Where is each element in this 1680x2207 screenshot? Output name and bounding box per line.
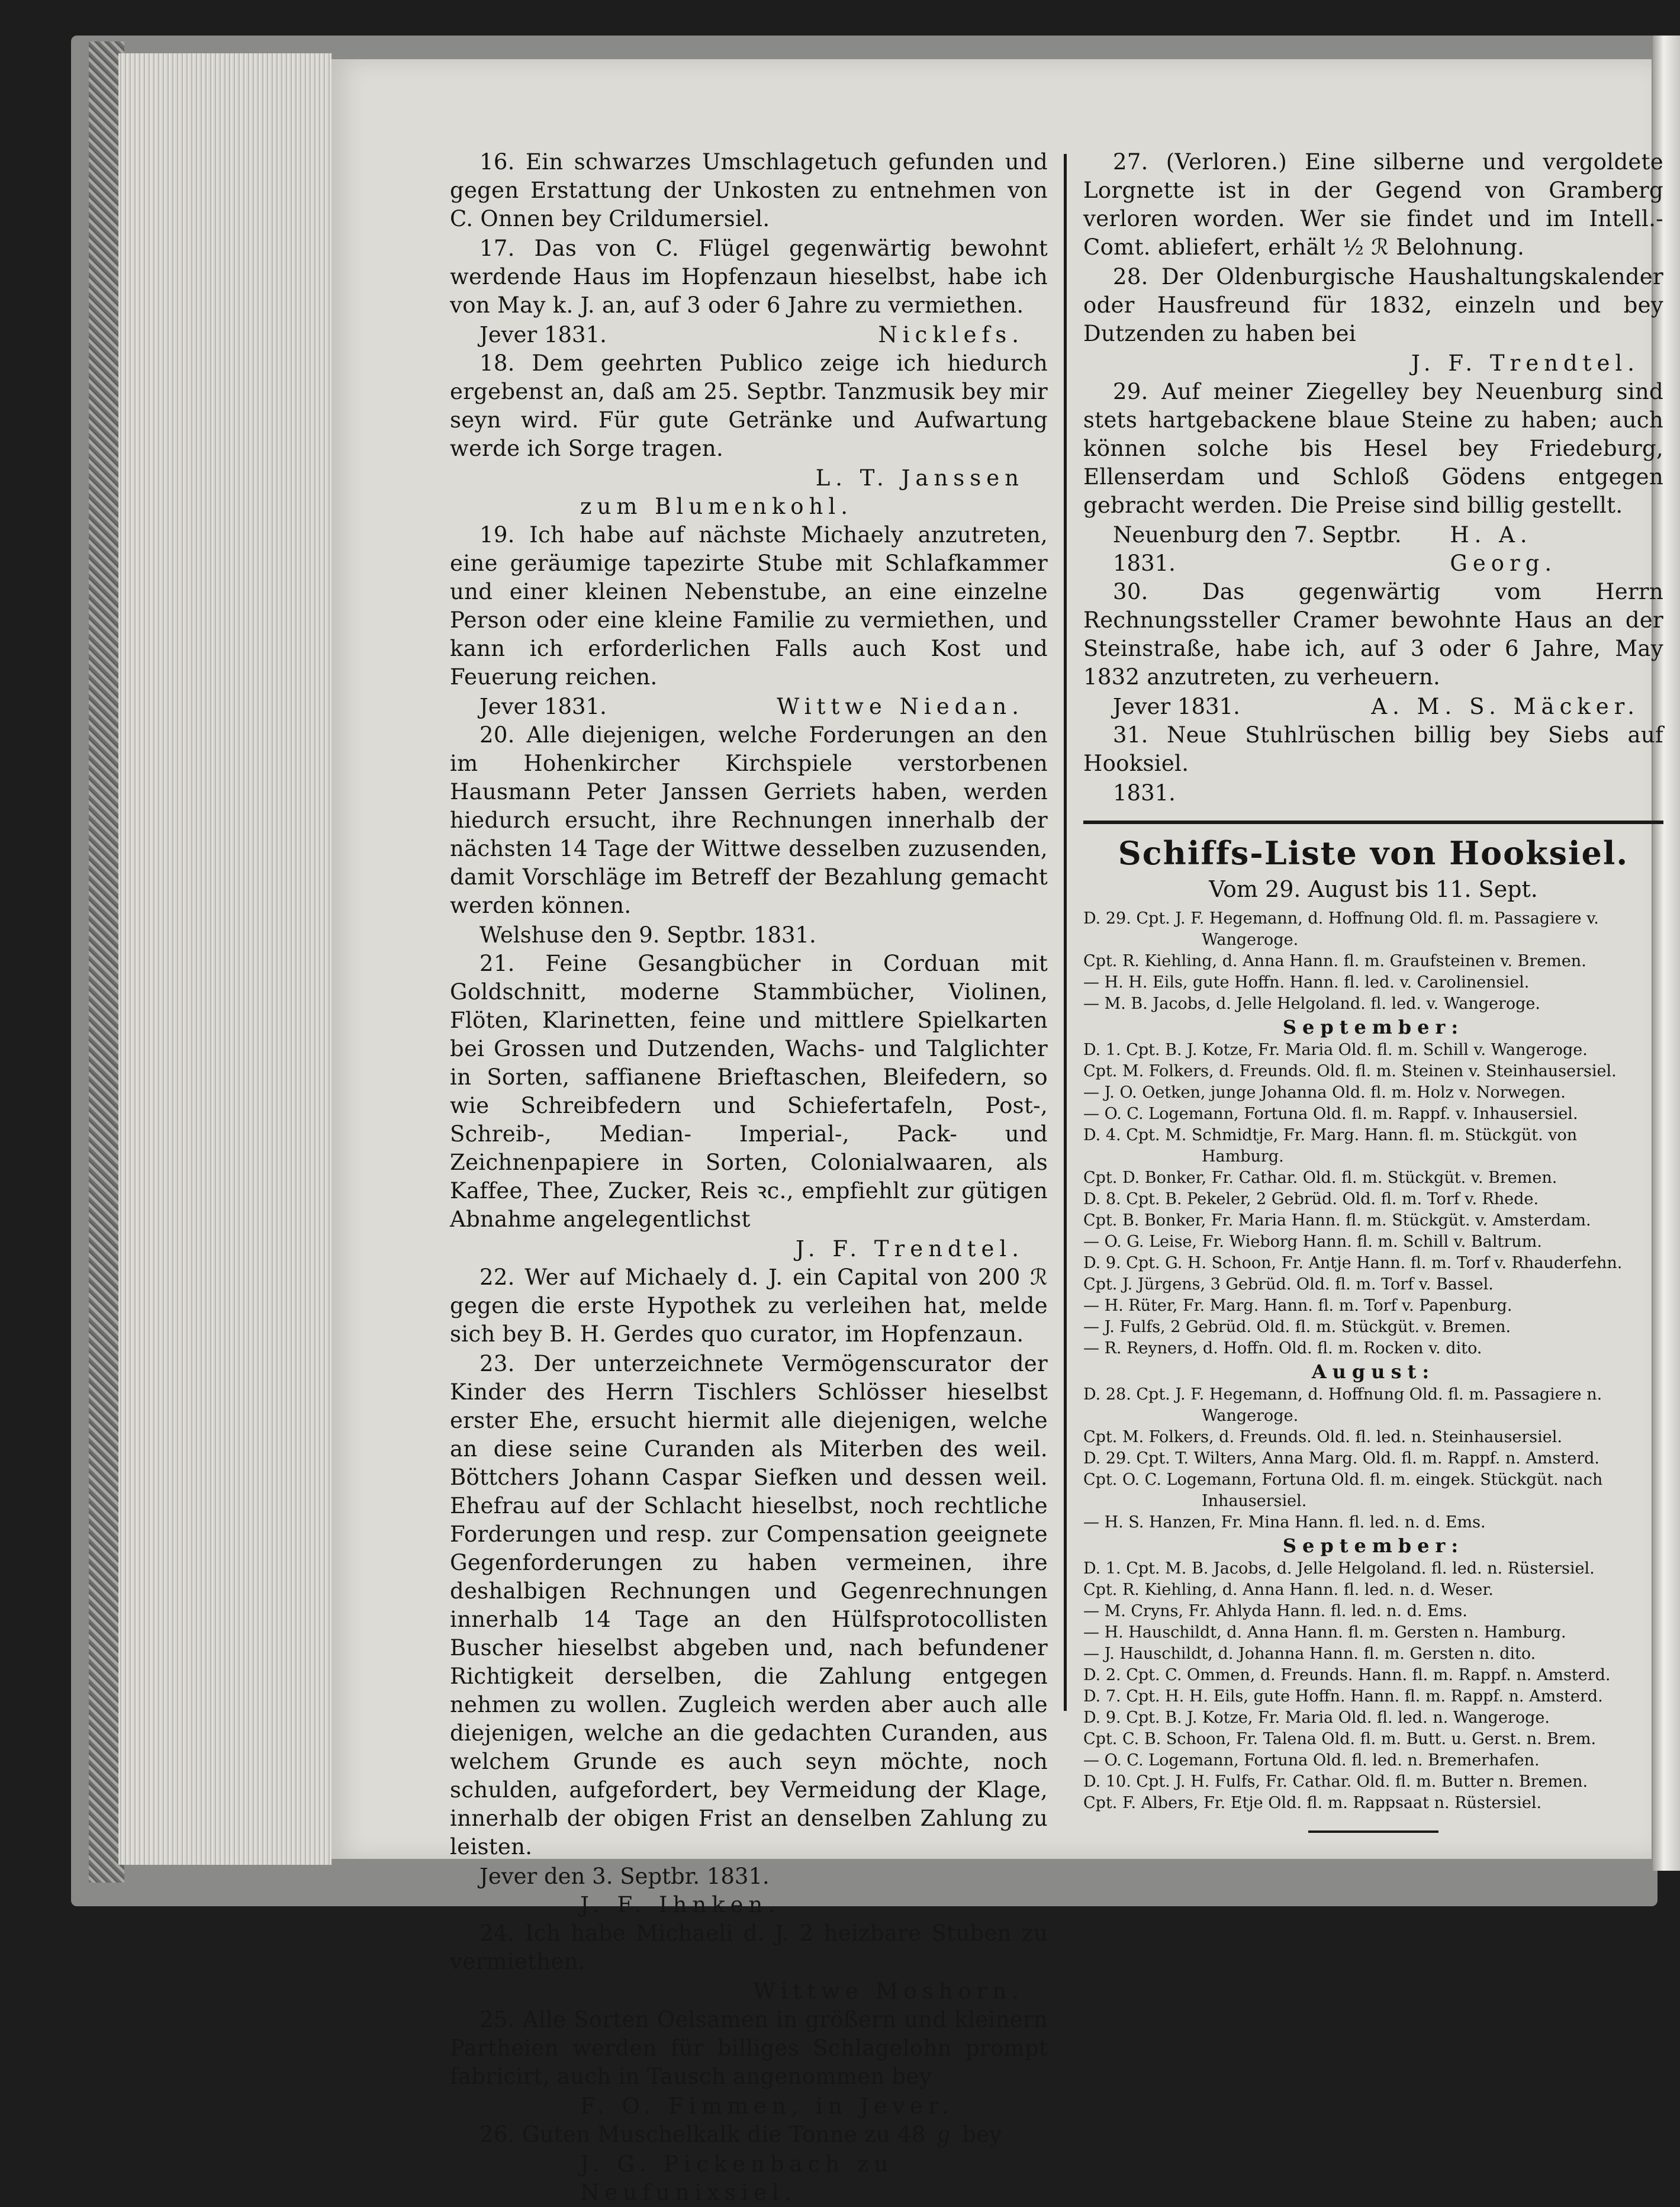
- ad-signature: [1640, 779, 1663, 807]
- ship-entry: — M. Cryns, Fr. Ahlyda Hann. fl. led. n. d. Ems.: [1083, 1602, 1467, 1620]
- ad-signature: A. M. S. Mäcker.: [1371, 694, 1640, 719]
- ship-entry: Inhausersiel.: [1202, 1492, 1307, 1510]
- ship-entry: D. 7. Cpt. H. H. Eils, gute Hoffn. Hann. fl. m. Rappf. n. Amsterd.: [1083, 1687, 1603, 1706]
- ad-signature-row: [450, 321, 1048, 349]
- advertisement: [450, 721, 1048, 950]
- ad-signature-row: [450, 921, 1048, 950]
- ship-entry: — O. C. Logemann, Fortuna Old. fl. led. n. Bremerhafen.: [1083, 1751, 1540, 1770]
- ship-entry: — R. Reyners, d. Hoffn. Old. fl. m. Rocken v. dito.: [1083, 1339, 1482, 1357]
- ship-entry: — J. Fulfs, 2 Gebrüd. Old. fl. m. Stückgüt. v. Bremen.: [1083, 1318, 1511, 1336]
- left-column: [450, 148, 1048, 2207]
- advertisement: [1083, 378, 1663, 578]
- ad-signature-row: [1083, 349, 1663, 378]
- ship-entry: D. 9. Cpt. B. J. Kotze, Fr. Maria Old. fl. led. n. Wangeroge.: [1083, 1709, 1550, 1727]
- ad-text: 22. Wer auf Michaely d. J. ein Capital von 200 ℛ gegen die erste Hypothek zu verleihen hat, melde sich bey B. H. Gerdes quo curator, im Hopfenzaun.: [450, 1265, 1048, 1347]
- right-ads: [1083, 148, 1663, 807]
- newspaper-page: [332, 59, 1663, 2205]
- ad-text: 31. Neue Stuhlrüschen billig bey Siebs auf Hooksiel.: [1083, 722, 1663, 776]
- ship-entry: — H. S. Hanzen, Fr. Mina Hann. fl. led. n. d. Ems.: [1083, 1513, 1486, 1532]
- advertisement: [1083, 721, 1663, 807]
- ad-place-date: Welshuse den 9. Septbr. 1831.: [479, 922, 816, 948]
- advertisement: [1083, 148, 1663, 262]
- ship-entry: Cpt. M. Folkers, d. Freunds. Old. fl. led. n. Steinhausersiel.: [1083, 1428, 1562, 1446]
- ad-text: 17. Das von C. Flügel gegenwärtig bewohnt werdende Haus im Hopfenzaun hieselbst, habe ich von May k. J. an, auf 3 oder 6 Jahre zu vermiethen.: [450, 236, 1048, 318]
- ad-signature-row: [1083, 693, 1663, 721]
- ship-entry: Cpt. R. Kiehling, d. Anna Hann. fl. m. Graufsteinen v. Bremen.: [1083, 952, 1586, 970]
- ad-signature-extra: zum Blumenkohl.: [580, 494, 853, 519]
- advertisement: [450, 1919, 1048, 2006]
- ship-entry: — J. O. Oetken, junge Johanna Old. fl. m. Holz v. Norwegen.: [1083, 1083, 1566, 1102]
- column-divider: [1064, 154, 1067, 1711]
- ad-text: 29. Auf meiner Ziegelley bey Neuenburg sind stets hartgebackene blaue Steine zu haben; auch können solche bis Hesel bey Friedeburg, Ellenserdam und Schloß Gödens entgegen gebracht werden. Die Preise sind billig gestellt.: [1083, 379, 1663, 518]
- ad-text: 20. Alle diejenigen, welche Forderungen an den im Hohenkircher Kirchspiele verstorbenen Hausmann Peter Janssen Gerriets haben, werden hiedurch ersucht, ihre Rechnungen innerhalb der nächsten 14 Tage der Wittwe desselben zuzusenden, damit Vorschläge im Betreff der Bezahlung gemacht werden können.: [450, 722, 1048, 918]
- advertisement: [450, 2006, 1048, 2121]
- ship-list-month-header: September:: [1282, 1534, 1465, 1557]
- ship-entry: D. 4. Cpt. M. Schmidtje, Fr. Marg. Hann. fl. m. Stückgüt. von: [1083, 1126, 1578, 1144]
- ad-place-date: 1831.: [1113, 780, 1176, 806]
- ad-signature: Wittwe Moshorn.: [753, 1978, 1024, 2004]
- ship-list-month-header: September:: [1282, 1016, 1465, 1038]
- ad-signature: Wittwe Niedan.: [777, 694, 1024, 719]
- ship-entry: D. 29. Cpt. T. Wilters, Anna Marg. Old. fl. m. Rappf. n. Amsterd.: [1083, 1449, 1599, 1468]
- ship-entry: D. 8. Cpt. B. Pekeler, 2 Gebrüd. Old. fl. m. Torf v. Rhede.: [1083, 1190, 1539, 1208]
- ship-entry: — J. Hauschildt, d. Johanna Hann. fl. m. Gersten n. dito.: [1083, 1645, 1536, 1663]
- ad-text: 23. Der unterzeichnete Vermögenscurator der Kinder des Herrn Tischlers Schlösser hieselbst erster Ehe, ersucht hiermit alle diejenigen, welche an diese seine Curanden als Miterben des weil. Böttchers Johann Caspar Siefken und dessen weil. Ehefrau auf der Schlacht hieselbst, noch rechtliche Forderungen und resp. zur Compensation geeignete Gegenforderungen zu haben vermeinen, ihre deshalbigen Rechnungen und Gegenrechnungen innerhalb 14 Tage an den Hülfsprotocollisten Buscher hieselbst abgeben und, nach befundener Richtigkeit derselben, die Zahlung entgegen nehmen zu wollen. Zugleich werden aber auch alle diejenigen, welche an die gedachten Curanden, aus welchem Grunde es auch seyn möchte, noch schulden, aufgefordert, bey Vermeidung der Klage, innerhalb der obigen Frist an denselben Zahlung zu leisten.: [450, 1351, 1048, 1859]
- ad-signature-row: [1083, 779, 1663, 807]
- ship-entry: — O. C. Logemann, Fortuna Old. fl. m. Rappf. v. Inhausersiel.: [1083, 1105, 1578, 1123]
- advertisement: [450, 1350, 1048, 1919]
- ad-text: 18. Dem geehrten Publico zeige ich hiedurch ergebenst an, daß am 25. Septbr. Tanzmusik bey mir seyn wird. Für gute Getränke und Aufwartung werde ich Sorge tragen.: [450, 350, 1048, 461]
- ship-entry: D. 1. Cpt. M. B. Jacobs, d. Jelle Helgoland. fl. led. n. Rüstersiel.: [1083, 1559, 1595, 1578]
- advertisement: [1083, 263, 1663, 378]
- ad-place-date: Jever 1831.: [1113, 694, 1240, 719]
- ship-entry: Cpt. O. C. Logemann, Fortuna Old. fl. m. eingek. Stückgüt. nach: [1083, 1471, 1603, 1489]
- ship-list-title: Schiffs-Liste von Hooksiel.: [1118, 834, 1629, 872]
- ship-entry: Cpt. C. B. Schoon, Fr. Talena Old. fl. m. Butt. u. Gerst. n. Brem.: [1083, 1730, 1597, 1748]
- ad-signature-extra: F. O. Fimmen, in Jever.: [580, 2093, 954, 2119]
- ship-entry: D. 29. Cpt. J. F. Hegemann, d. Hoffnung Old. fl. m. Passagiere v.: [1083, 909, 1599, 928]
- ad-signature: L. T. Janssen: [815, 465, 1024, 491]
- ship-entry: Wangeroge.: [1202, 931, 1299, 949]
- ship-entry: Cpt. M. Folkers, d. Freunds. Old. fl. m. Steinen v. Steinhausersiel.: [1083, 1062, 1617, 1080]
- advertisement: [450, 2121, 1048, 2207]
- ad-text: 16. Ein schwarzes Umschlagetuch gefunden und gegen Erstattung der Unkosten zu entnehmen von C. Onnen bey Crildumersiel.: [450, 149, 1048, 231]
- ship-entry: D. 28. Cpt. J. F. Hegemann, d. Hoffnung Old. fl. m. Passagiere n.: [1083, 1385, 1602, 1404]
- ship-entry: D. 2. Cpt. C. Ommen, d. Freunds. Hann. fl. m. Rappf. n. Amsterd.: [1083, 1666, 1611, 1684]
- ad-text: 19. Ich habe auf nächste Michaely anzutreten, eine geräumige tapezirte Stube mit Schlafkammer und einer kleinen Nebenstube, an eine einzelne Person oder eine kleine Familie zu vermiethen, und kann ich erforderlichen Falls auch Kost und Feuerung reichen.: [450, 522, 1048, 690]
- ad-text: 27. (Verloren.) Eine silberne und vergoldete Lorgnette ist in der Gegend von Gramberg verloren worden. Wer sie findet und im Intell.-Comt. abliefert, erhält ½ ℛ Belohnung.: [1083, 149, 1663, 260]
- ad-signature: [1024, 921, 1048, 950]
- ship-list-subtitle: Vom 29. August bis 11. Sept.: [1209, 876, 1538, 902]
- advertisement: [450, 1263, 1048, 1349]
- ad-place-date: Neuenburg den 7. Septbr. 1831.: [1113, 522, 1402, 576]
- ad-place-date: Jever 1831.: [479, 694, 607, 719]
- ad-signature-row: [450, 464, 1048, 493]
- ad-signature-row: [450, 1977, 1048, 2006]
- ad-text: 30. Das gegenwärtig vom Herrn Rechnungssteller Cramer bewohnte Haus an der Steinstraße, habe ich, auf 3 oder 6 Jahre, May 1832 anzutreten, zu verheuern.: [1083, 579, 1663, 690]
- ad-place-date: Jever 1831.: [479, 322, 607, 348]
- ad-text: 24. Ich habe Michaeli d. J. 2 heizbare Stuben zu vermiethen.: [450, 1920, 1048, 1974]
- advertisement: [450, 234, 1048, 349]
- ad-text: 28. Der Oldenburgische Haushaltungskalender oder Hausfreund für 1832, einzeln und bey Dutzenden zu haben bei: [1083, 264, 1663, 346]
- closing-rule: [1308, 1830, 1438, 1833]
- ship-entry: Cpt. R. Kiehling, d. Anna Hann. fl. led. n. d. Weser.: [1083, 1581, 1494, 1599]
- ad-signature-row: [1083, 521, 1663, 578]
- ship-entry: Hamburg.: [1202, 1147, 1284, 1166]
- ad-signature-row: [450, 1235, 1048, 1263]
- ad-signature: [1024, 1862, 1048, 1891]
- ad-text: 21. Feine Gesangbücher in Corduan mit Goldschnitt, moderne Stammbücher, Violinen, Flöten, Klarinetten, feine und mittlere Spielkarten bei Grossen und Dutzenden, Wachs- und Talglichter in Sorten, saffianene Brieftaschen, Bleifedern, so wie Schreibfedern und Schiefertafeln, Post-, Schreib-, Median- Imperial-, Pack- und Zeichnenpapiere in Sorten, Colonialwaaren, als Kaffee, Thee, Zucker, Reis ꝛc., empfiehlt zur gütigen Abnahme angelegentlichst: [450, 951, 1048, 1232]
- right-column: [1083, 148, 1663, 1833]
- ship-list: [1083, 908, 1663, 1814]
- ad-signature-extra: J. G. Pickenbach zu Neufunixsiel.: [580, 2151, 894, 2205]
- ship-entry: — H. Rüter, Fr. Marg. Hann. fl. m. Torf v. Papenburg.: [1083, 1296, 1512, 1315]
- ship-entry: Cpt. D. Bonker, Fr. Cathar. Old. fl. m. Stückgüt. v. Bremen.: [1083, 1169, 1557, 1187]
- advertisement: [450, 148, 1048, 233]
- ship-entry: — M. B. Jacobs, d. Jelle Helgoland. fl. led. v. Wangeroge.: [1083, 995, 1540, 1013]
- ad-signature-extra: J. F. Ihnken.: [580, 1892, 781, 1918]
- ship-entry: Cpt. J. Jürgens, 3 Gebrüd. Old. fl. m. Torf v. Bassel.: [1083, 1275, 1494, 1294]
- ad-text: 26. Guten Muschelkalk die Tonne zu 48 ℊ bey: [479, 2122, 1002, 2147]
- ship-entry: D. 9. Cpt. G. H. Schoon, Fr. Antje Hann. fl. m. Torf v. Rhauderfehn.: [1083, 1254, 1623, 1272]
- ship-entry: D. 1. Cpt. B. J. Kotze, Fr. Maria Old. fl. m. Schill v. Wangeroge.: [1083, 1041, 1588, 1059]
- advertisement: [1083, 578, 1663, 721]
- ad-signature-row: [450, 693, 1048, 721]
- section-rule: [1083, 821, 1663, 824]
- advertisement: [450, 950, 1048, 1263]
- ship-entry: — O. G. Leise, Fr. Wieborg Hann. fl. m. Schill v. Baltrum.: [1083, 1233, 1542, 1251]
- ad-text: 25. Alle Sorten Oelsamen in größern und kleinern Partheien werden für billiges Schlagelohn prompt fabricirt, auch in Tausch angenommen bey: [450, 2007, 1048, 2089]
- ship-entry: D. 10. Cpt. J. H. Fulfs, Fr. Cathar. Old. fl. m. Butter n. Bremen.: [1083, 1772, 1588, 1791]
- ad-signature: J. F. Trendtel.: [1411, 350, 1640, 376]
- ship-entry: — H. H. Eils, gute Hoffn. Hann. fl. led. v. Carolinensiel.: [1083, 973, 1530, 992]
- advertisement: [450, 349, 1048, 521]
- advertisement: [450, 521, 1048, 721]
- ship-entry: — H. Hauschildt, d. Anna Hann. fl. m. Gersten n. Hamburg.: [1083, 1623, 1566, 1642]
- ad-signature: Nicklefs.: [878, 322, 1024, 348]
- ship-entry: Wangeroge.: [1202, 1407, 1299, 1425]
- ship-list-month-header: August:: [1311, 1360, 1436, 1383]
- ad-place-date: Jever den 3. Septbr. 1831.: [479, 1864, 770, 1889]
- ship-entry: Cpt. F. Albers, Fr. Etje Old. fl. m. Rappsaat n. Rüstersiel.: [1083, 1794, 1542, 1812]
- page-stack-edges: [118, 53, 333, 1865]
- ad-signature-row: [450, 1862, 1048, 1891]
- ship-entry: Cpt. B. Bonker, Fr. Maria Hann. fl. m. Stückgüt. v. Amsterdam.: [1083, 1211, 1591, 1230]
- ad-signature: J. F. Trendtel.: [795, 1236, 1024, 1262]
- ad-signature: H. A. Georg.: [1450, 522, 1557, 576]
